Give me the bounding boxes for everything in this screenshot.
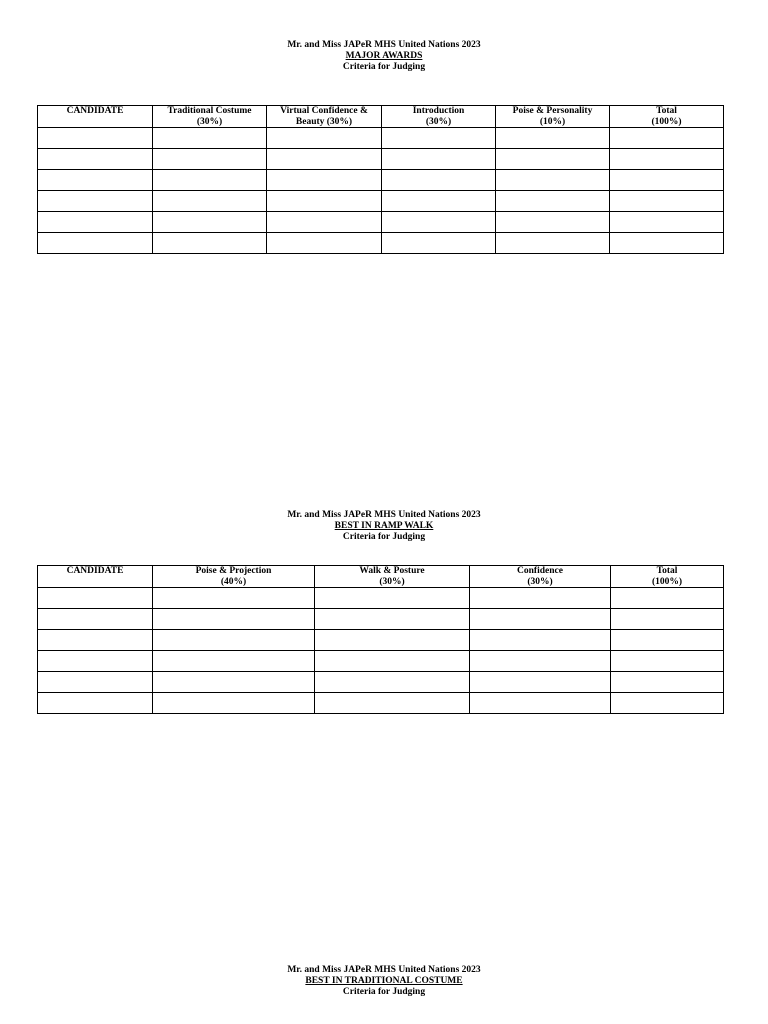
column-header-weight: Beauty (30%)	[295, 116, 353, 127]
table-row	[38, 609, 724, 630]
award-title: MAJOR AWARDS	[345, 51, 423, 61]
score-cell[interactable]	[315, 693, 470, 714]
score-cell[interactable]	[267, 191, 382, 212]
score-cell[interactable]	[470, 672, 611, 693]
score-cell[interactable]	[470, 630, 611, 651]
score-cell[interactable]	[153, 672, 315, 693]
score-cell[interactable]	[267, 212, 382, 233]
table-row	[38, 191, 724, 212]
score-cell[interactable]	[267, 149, 382, 170]
column-header	[267, 106, 382, 128]
score-cell[interactable]	[38, 212, 153, 233]
column-header-label: CANDIDATE	[66, 106, 124, 116]
criteria-subtitle: Criteria for Judging	[342, 532, 426, 542]
score-cell[interactable]	[611, 630, 724, 651]
score-cell[interactable]	[470, 651, 611, 672]
score-cell[interactable]	[610, 212, 724, 233]
score-cell[interactable]	[38, 693, 153, 714]
criteria-subtitle: Criteria for Judging	[342, 62, 426, 72]
table-row	[38, 588, 724, 609]
score-cell[interactable]	[153, 693, 315, 714]
table-row	[38, 672, 724, 693]
score-cell[interactable]	[38, 128, 153, 149]
column-header	[153, 566, 315, 588]
score-cell[interactable]	[382, 170, 496, 191]
score-cell[interactable]	[496, 128, 610, 149]
score-cell[interactable]	[382, 128, 496, 149]
score-cell[interactable]	[267, 128, 382, 149]
score-cell[interactable]	[610, 191, 724, 212]
table-header-row	[38, 106, 724, 128]
column-header-weight: (30%)	[196, 116, 223, 127]
column-header-label: Traditional Costume	[167, 106, 252, 116]
column-header-label: Poise & Personality	[512, 106, 593, 116]
score-cell[interactable]	[38, 170, 153, 191]
score-cell[interactable]	[610, 149, 724, 170]
column-header-weight: (30%)	[527, 576, 553, 587]
column-header-label: Total	[656, 106, 677, 116]
table-row	[38, 651, 724, 672]
award-title: BEST IN TRADITIONAL COSTUME	[305, 976, 463, 986]
column-header	[38, 566, 153, 588]
score-cell[interactable]	[153, 128, 267, 149]
score-cell[interactable]	[153, 233, 267, 254]
column-header	[611, 566, 724, 588]
score-cell[interactable]	[153, 191, 267, 212]
score-cell[interactable]	[38, 149, 153, 170]
score-cell[interactable]	[496, 191, 610, 212]
score-cell[interactable]	[470, 588, 611, 609]
score-cell[interactable]	[153, 630, 315, 651]
column-header-weight: (30%)	[379, 576, 405, 587]
column-header	[496, 106, 610, 128]
score-cell[interactable]	[153, 212, 267, 233]
column-header-weight: (10%)	[539, 116, 566, 127]
score-cell[interactable]	[382, 149, 496, 170]
column-header	[38, 106, 153, 128]
score-cell[interactable]	[611, 609, 724, 630]
section-heading-traditional-costume	[0, 965, 768, 998]
score-cell[interactable]	[153, 149, 267, 170]
score-cell[interactable]	[610, 128, 724, 149]
table-row	[38, 149, 724, 170]
column-header-weight: (100%)	[651, 116, 682, 127]
award-title: BEST IN RAMP WALK	[334, 521, 434, 531]
ramp-walk-score-table	[37, 565, 724, 714]
score-cell[interactable]	[38, 191, 153, 212]
column-header	[610, 106, 724, 128]
score-cell[interactable]	[496, 149, 610, 170]
column-header-label: Introduction	[412, 106, 465, 116]
score-cell[interactable]	[496, 170, 610, 191]
column-header	[153, 106, 267, 128]
major-awards-score-table	[37, 105, 724, 254]
score-cell[interactable]	[153, 651, 315, 672]
criteria-subtitle: Criteria for Judging	[342, 987, 426, 997]
table-header-row	[38, 566, 724, 588]
table-row	[38, 212, 724, 233]
score-cell[interactable]	[38, 672, 153, 693]
score-cell[interactable]	[38, 651, 153, 672]
column-header	[470, 566, 611, 588]
section-heading-major-awards	[0, 40, 768, 73]
column-header-label: Poise & Projection	[195, 566, 272, 576]
score-cell[interactable]	[496, 233, 610, 254]
column-header-label: Total	[656, 566, 678, 576]
column-header-label: Confidence	[517, 566, 563, 576]
score-cell[interactable]	[382, 212, 496, 233]
score-cell[interactable]	[496, 212, 610, 233]
table-row	[38, 128, 724, 149]
score-cell[interactable]	[315, 588, 470, 609]
table-row	[38, 630, 724, 651]
score-cell[interactable]	[610, 233, 724, 254]
column-header-label: CANDIDATE	[66, 566, 124, 576]
score-cell[interactable]	[611, 693, 724, 714]
column-header-weight: (40%)	[220, 576, 247, 587]
event-title: Mr. and Miss JAPeR MHS United Nations 2023	[287, 510, 481, 520]
score-cell[interactable]	[470, 693, 611, 714]
column-header-weight: (100%)	[651, 576, 683, 587]
score-cell[interactable]	[315, 672, 470, 693]
score-cell[interactable]	[315, 651, 470, 672]
score-cell[interactable]	[611, 588, 724, 609]
event-title: Mr. and Miss JAPeR MHS United Nations 2023	[287, 40, 481, 50]
score-cell[interactable]	[382, 191, 496, 212]
score-cell[interactable]	[267, 170, 382, 191]
column-header-label: Walk & Posture	[359, 566, 425, 576]
score-cell[interactable]	[611, 651, 724, 672]
score-cell[interactable]	[267, 233, 382, 254]
score-cell[interactable]	[315, 609, 470, 630]
table-row	[38, 693, 724, 714]
column-header	[315, 566, 470, 588]
section-heading-ramp-walk	[0, 510, 768, 543]
score-cell[interactable]	[611, 672, 724, 693]
score-cell[interactable]	[38, 630, 153, 651]
table-row	[38, 170, 724, 191]
score-cell[interactable]	[153, 609, 315, 630]
column-header-label: Virtual Confidence &	[280, 106, 368, 116]
event-title: Mr. and Miss JAPeR MHS United Nations 2023	[287, 965, 481, 975]
score-cell[interactable]	[610, 170, 724, 191]
score-cell[interactable]	[38, 588, 153, 609]
score-cell[interactable]	[470, 609, 611, 630]
score-cell[interactable]	[315, 630, 470, 651]
score-cell[interactable]	[153, 170, 267, 191]
column-header	[382, 106, 496, 128]
score-cell[interactable]	[38, 233, 153, 254]
score-cell[interactable]	[38, 609, 153, 630]
score-cell[interactable]	[382, 233, 496, 254]
column-header-weight: (30%)	[425, 116, 452, 127]
table-row	[38, 233, 724, 254]
score-cell[interactable]	[153, 588, 315, 609]
